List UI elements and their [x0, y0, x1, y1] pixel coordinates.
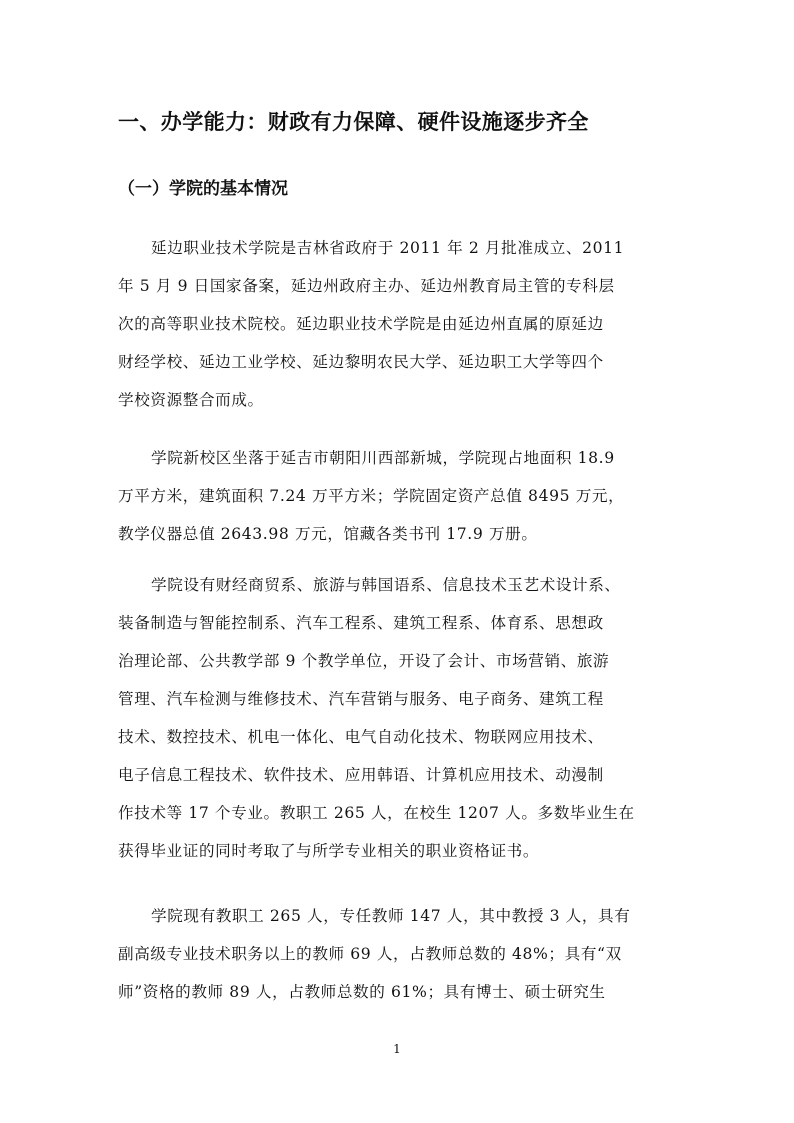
paragraph-line: 年 5 月 9 日国家备案，延边州政府主办、延边州教育局主管的专科层: [118, 277, 615, 295]
paragraph-line: 师”资格的教师 89 人，占教师总数的 61%；具有博士、硕士研究生: [118, 983, 606, 1001]
paragraph-line: 获得毕业证的同时考取了与所学专业相关的职业资格证书。: [118, 842, 540, 860]
paragraph-line: 技术、数控技术、机电一体化、电气自动化技术、物联网应用技术、: [118, 728, 604, 746]
paragraph-faculty: [118, 897, 678, 1011]
paragraph-line: 治理论部、公共教学部 9 个教学单位，开设了会计、市场营销、旅游: [118, 652, 610, 670]
paragraph-line: 副高级专业技术职务以上的教师 69 人，占教师总数的 48%；具有“双: [118, 945, 622, 963]
paragraph-line: 学校资源整合而成。: [118, 391, 264, 409]
paragraph-line: 延边职业技术学院是吉林省政府于 2011 年 2 月批准成立、2011: [151, 239, 625, 257]
paragraph-line: 万平方米，建筑面积 7.24 万平方米；学院固定资产总值 8495 万元，: [118, 487, 625, 505]
paragraph-line: 学院设有财经商贸系、旅游与韩国语系、信息技术玉艺术设计系、: [151, 576, 621, 594]
paragraph-college-overview: [118, 229, 678, 419]
paragraph-line: 次的高等职业技术院校。延边职业技术学院是由延边州直属的原延边: [118, 315, 604, 333]
paragraph-line: 学院现有教职工 265 人，专任教师 147 人，其中教授 3 人，具有: [151, 907, 631, 925]
page-number: 1: [393, 1042, 401, 1056]
paragraph-line: 学院新校区坐落于延吉市朝阳川西部新城，学院现占地面积 18.9: [151, 449, 615, 467]
paragraph-line: 电子信息工程技术、软件技术、应用韩语、计算机应用技术、动漫制: [118, 766, 604, 784]
paragraph-line: 教学仪器总值 2643.98 万元，馆藏各类书刊 17.9 万册。: [118, 525, 538, 543]
paragraph-line: 作技术等 17 个专业。教职工 265 人，在校生 1207 人。多数毕业生在: [118, 804, 635, 822]
subsection-heading: （一）学院的基本情况: [118, 179, 288, 199]
paragraph-line: 装备制造与智能控制系、汽车工程系、建筑工程系、体育系、思想政: [118, 614, 604, 632]
section-heading: 一、办学能力：财政有力保障、硬件设施逐步齐全: [118, 110, 589, 134]
paragraph-line: 管理、汽车检测与维修技术、汽车营销与服务、电子商务、建筑工程: [118, 690, 604, 708]
paragraph-line: 财经学校、延边工业学校、延边黎明农民大学、延边职工大学等四个: [118, 353, 604, 371]
paragraph-campus-assets: [118, 439, 678, 553]
paragraph-departments-majors: [118, 566, 678, 870]
